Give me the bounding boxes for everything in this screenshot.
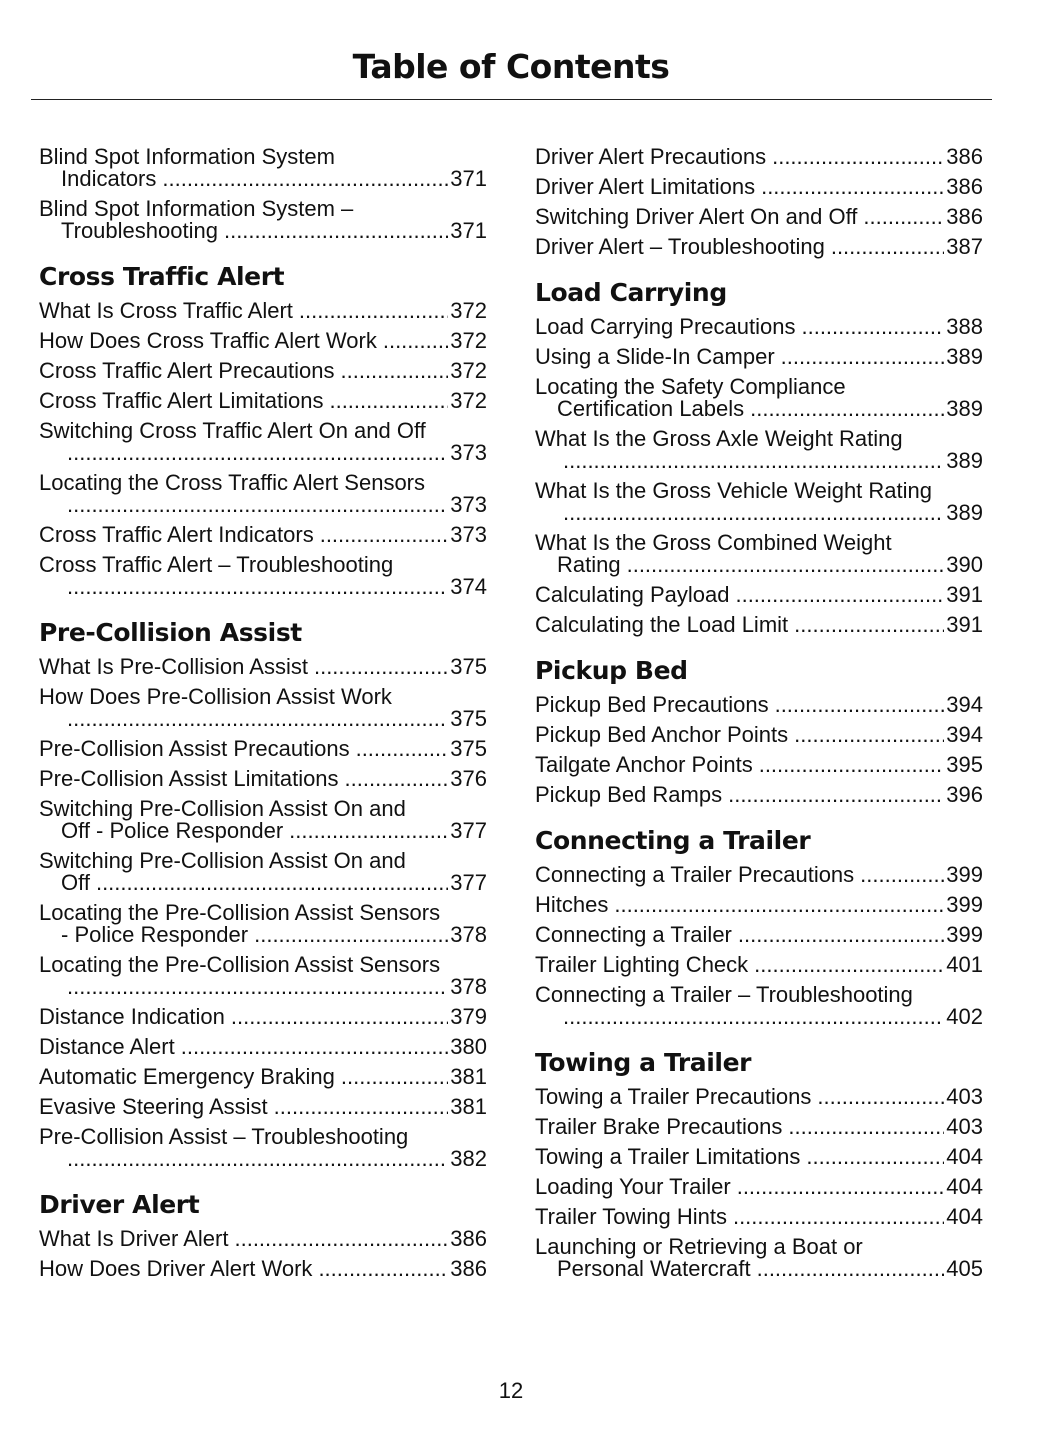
entry-title-continuation: - Police Responder	[61, 922, 249, 947]
dot-leader	[67, 1148, 448, 1170]
entry-page-number: 386	[946, 144, 983, 169]
entry-page-number: 375	[450, 706, 487, 731]
entry-title-continuation: Rating	[557, 552, 621, 577]
entry-title: Cross Traffic Alert Indicators	[39, 522, 314, 547]
toc-entry[interactable]	[39, 554, 487, 598]
entry-page-number: 403	[946, 1114, 983, 1139]
entry-title-continuation: Off	[61, 870, 90, 895]
entry-title: Automatic Emergency Braking	[39, 1064, 335, 1089]
toc-entry[interactable]	[535, 206, 983, 228]
section-heading: Towing a Trailer	[535, 1048, 752, 1077]
entry-page-number: 402	[946, 1004, 983, 1029]
entry-page-number: 371	[450, 166, 487, 191]
dot-leader	[320, 524, 449, 546]
entry-page-number: 390	[946, 552, 983, 577]
entry-page-number: 372	[450, 358, 487, 383]
entry-page-number: 386	[946, 174, 983, 199]
dot-leader	[254, 924, 448, 946]
entry-title: Towing a Trailer Limitations	[535, 1144, 801, 1169]
page-title: Table of Contents	[352, 47, 670, 86]
entry-title: Trailer Lighting Check	[535, 952, 749, 977]
toc-section	[535, 276, 983, 636]
toc-section	[535, 1046, 983, 1280]
entry-title: Connecting a Trailer Precautions	[535, 862, 855, 887]
entry-page-number: 389	[946, 344, 983, 369]
toc-entry[interactable]	[39, 798, 487, 842]
dot-leader	[67, 494, 448, 516]
toc-section	[39, 146, 487, 242]
entry-title: What Is the Gross Combined Weight	[535, 530, 892, 555]
dot-leader	[299, 300, 448, 322]
entry-title: What Is Cross Traffic Alert	[39, 298, 293, 323]
toc-entry[interactable]	[39, 472, 487, 516]
toc-entry[interactable]	[39, 768, 487, 790]
entry-page-number: 386	[946, 204, 983, 229]
dot-leader	[860, 864, 944, 886]
toc-entry[interactable]	[39, 390, 487, 412]
entry-title: Cross Traffic Alert Precautions	[39, 358, 335, 383]
dot-leader	[738, 924, 944, 946]
entry-page-number: 404	[946, 1174, 983, 1199]
entry-title: Cross Traffic Alert Limitations	[39, 388, 324, 413]
entry-page-number: 372	[450, 328, 487, 353]
toc-entry[interactable]	[39, 1036, 487, 1058]
toc-entry[interactable]	[39, 420, 487, 464]
entry-page-number: 399	[946, 922, 983, 947]
entry-title: Blind Spot Information System –	[39, 196, 354, 221]
dot-leader	[563, 450, 944, 472]
toc-entry[interactable]	[535, 984, 983, 1028]
toc-entry[interactable]	[39, 198, 487, 242]
entry-page-number: 396	[946, 782, 983, 807]
entry-page-number: 386	[450, 1256, 487, 1281]
entry-title: Switching Cross Traffic Alert On and Off	[39, 418, 426, 443]
entry-page-number: 388	[946, 314, 983, 339]
dot-leader	[383, 330, 448, 352]
dot-leader	[737, 1176, 945, 1198]
entry-title-continuation: Certification Labels	[557, 396, 745, 421]
toc-entry[interactable]	[535, 1086, 983, 1108]
entry-title: Driver Alert Precautions	[535, 144, 767, 169]
entry-page-number: 377	[450, 818, 487, 843]
entry-title: How Does Driver Alert Work	[39, 1256, 313, 1281]
entry-page-number: 404	[946, 1204, 983, 1229]
entry-title-continuation: Troubleshooting	[61, 218, 218, 243]
dot-leader	[341, 360, 449, 382]
entry-title: Hitches	[535, 892, 609, 917]
dot-leader	[788, 1116, 944, 1138]
entry-title: Cross Traffic Alert – Troubleshooting	[39, 552, 394, 577]
toc-entry[interactable]	[535, 924, 983, 946]
dot-leader	[761, 176, 944, 198]
entry-page-number: 391	[946, 612, 983, 637]
dot-leader	[231, 1006, 448, 1028]
dot-leader	[341, 1066, 448, 1088]
section-heading: Cross Traffic Alert	[39, 262, 285, 291]
toc-entry[interactable]	[535, 532, 983, 576]
dot-leader	[96, 872, 448, 894]
entry-title: Blind Spot Information System	[39, 144, 335, 169]
entry-title: Pre-Collision Assist – Troubleshooting	[39, 1124, 409, 1149]
entry-page-number: 394	[946, 692, 983, 717]
entry-title: How Does Pre-Collision Assist Work	[39, 684, 392, 709]
toc-column-right	[535, 146, 983, 1298]
entry-page-number: 378	[450, 974, 487, 999]
toc-entry[interactable]	[39, 850, 487, 894]
toc-entry[interactable]	[39, 1228, 487, 1250]
dot-leader	[735, 584, 944, 606]
dot-leader	[314, 656, 448, 678]
dot-leader	[627, 554, 945, 576]
page-number: 12	[498, 1378, 524, 1403]
entry-title: Tailgate Anchor Points	[535, 752, 753, 777]
toc-section	[535, 146, 983, 258]
entry-page-number: 399	[946, 862, 983, 887]
toc-entry[interactable]	[535, 428, 983, 472]
toc-entry[interactable]	[39, 146, 487, 190]
toc-entry[interactable]	[535, 864, 983, 886]
toc-entry[interactable]	[535, 146, 983, 168]
section-heading: Load Carrying	[535, 278, 727, 307]
entry-page-number: 389	[946, 500, 983, 525]
toc-entry[interactable]	[39, 330, 487, 352]
dot-leader	[781, 346, 945, 368]
entry-title: Driver Alert Limitations	[535, 174, 756, 199]
section-heading: Connecting a Trailer	[535, 826, 811, 855]
dot-leader	[329, 390, 448, 412]
toc-entry[interactable]	[535, 376, 983, 420]
entry-title: Trailer Brake Precautions	[535, 1114, 783, 1139]
section-heading: Driver Alert	[39, 1190, 200, 1219]
entry-title: Distance Alert	[39, 1034, 175, 1059]
entry-title: Switching Pre-Collision Assist On and	[39, 848, 406, 873]
entry-page-number: 371	[450, 218, 487, 243]
entry-title: Switching Pre-Collision Assist On and	[39, 796, 406, 821]
entry-page-number: 405	[946, 1256, 983, 1281]
entry-title: Switching Driver Alert On and Off	[535, 204, 858, 229]
toc-section	[39, 1188, 487, 1280]
toc-entry[interactable]	[535, 1206, 983, 1228]
entry-title: Locating the Cross Traffic Alert Sensors	[39, 470, 425, 495]
dot-leader	[794, 724, 944, 746]
dot-leader	[614, 894, 944, 916]
toc-section	[535, 654, 983, 806]
entry-title-continuation: Off - Police Responder	[61, 818, 284, 843]
entry-page-number: 376	[450, 766, 487, 791]
entry-title: What Is Pre-Collision Assist	[39, 654, 308, 679]
dot-leader	[318, 1258, 448, 1280]
toc-entry[interactable]	[535, 480, 983, 524]
dot-leader	[794, 614, 944, 636]
entry-page-number: 394	[946, 722, 983, 747]
entry-page-number: 375	[450, 654, 487, 679]
entry-page-number: 404	[946, 1144, 983, 1169]
toc-column-left	[39, 146, 487, 1298]
toc-entry[interactable]	[535, 316, 983, 338]
entry-title: Connecting a Trailer	[535, 922, 732, 947]
entry-title: Pickup Bed Ramps	[535, 782, 723, 807]
entry-page-number: 377	[450, 870, 487, 895]
entry-page-number: 373	[450, 522, 487, 547]
dot-leader	[817, 1086, 944, 1108]
toc-entry[interactable]	[535, 346, 983, 368]
entry-title: How Does Cross Traffic Alert Work	[39, 328, 377, 353]
toc-entry[interactable]	[535, 954, 983, 976]
toc-entry[interactable]	[535, 1146, 983, 1168]
toc-entry[interactable]	[535, 694, 983, 716]
toc-entry[interactable]	[39, 738, 487, 760]
section-heading: Pre-Collision Assist	[39, 618, 302, 647]
dot-leader	[863, 206, 944, 228]
toc-entry[interactable]	[39, 686, 487, 730]
entry-page-number: 387	[946, 234, 983, 259]
toc-entry[interactable]	[39, 1126, 487, 1170]
entry-page-number: 401	[946, 952, 983, 977]
entry-page-number: 386	[450, 1226, 487, 1251]
entry-title: What Is Driver Alert	[39, 1226, 229, 1251]
dot-leader	[759, 754, 945, 776]
entry-title: Locating the Pre-Collision Assist Sensors	[39, 952, 441, 977]
entry-title: Distance Indication	[39, 1004, 225, 1029]
toc-entry[interactable]	[39, 954, 487, 998]
toc-entry[interactable]	[535, 754, 983, 776]
toc-entry[interactable]	[39, 1096, 487, 1118]
toc-entry[interactable]	[535, 894, 983, 916]
entry-title: Loading Your Trailer	[535, 1174, 731, 1199]
entry-page-number: 373	[450, 492, 487, 517]
entry-page-number: 373	[450, 440, 487, 465]
entry-page-number: 378	[450, 922, 487, 947]
entry-title: Calculating Payload	[535, 582, 730, 607]
dot-leader	[772, 146, 944, 168]
entry-page-number: 381	[450, 1064, 487, 1089]
entry-page-number: 374	[450, 574, 487, 599]
entry-page-number: 372	[450, 298, 487, 323]
entry-page-number: 375	[450, 736, 487, 761]
toc-entry[interactable]	[39, 1258, 487, 1280]
entry-page-number: 389	[946, 448, 983, 473]
entry-page-number: 379	[450, 1004, 487, 1029]
entry-title: Locating the Pre-Collision Assist Sensors	[39, 900, 441, 925]
toc-entry[interactable]	[535, 724, 983, 746]
title-divider	[31, 99, 992, 100]
dot-leader	[733, 1206, 944, 1228]
dot-leader	[234, 1228, 448, 1250]
dot-leader	[67, 708, 448, 730]
entry-page-number: 399	[946, 892, 983, 917]
toc-entry[interactable]	[39, 360, 487, 382]
dot-leader	[801, 316, 944, 338]
entry-title-continuation: Indicators	[61, 166, 157, 191]
dot-leader	[345, 768, 449, 790]
entry-page-number: 380	[450, 1034, 487, 1059]
entry-title: What Is the Gross Vehicle Weight Rating	[535, 478, 932, 503]
dot-leader	[775, 694, 945, 716]
entry-title: Pre-Collision Assist Precautions	[39, 736, 350, 761]
toc-entry[interactable]	[39, 300, 487, 322]
entry-page-number: 372	[450, 388, 487, 413]
dot-leader	[224, 220, 448, 242]
dot-leader	[162, 168, 448, 190]
dot-leader	[181, 1036, 449, 1058]
entry-title: Calculating the Load Limit	[535, 612, 789, 637]
entry-page-number: 391	[946, 582, 983, 607]
toc-entry[interactable]	[535, 1176, 983, 1198]
entry-title: Pickup Bed Precautions	[535, 692, 769, 717]
entry-title: Towing a Trailer Precautions	[535, 1084, 812, 1109]
toc-section	[39, 260, 487, 598]
entry-title: Pre-Collision Assist Limitations	[39, 766, 339, 791]
dot-leader	[67, 976, 448, 998]
entry-page-number: 403	[946, 1084, 983, 1109]
entry-title: Connecting a Trailer – Troubleshooting	[535, 982, 913, 1007]
entry-title: What Is the Gross Axle Weight Rating	[535, 426, 903, 451]
toc-entry[interactable]	[39, 656, 487, 678]
dot-leader	[67, 576, 448, 598]
toc-entry[interactable]	[39, 524, 487, 546]
toc-section	[535, 824, 983, 1028]
entry-title: Pickup Bed Anchor Points	[535, 722, 789, 747]
dot-leader	[67, 442, 448, 464]
toc-entry[interactable]	[535, 584, 983, 606]
entry-title: Driver Alert – Troubleshooting	[535, 234, 825, 259]
section-heading: Pickup Bed	[535, 656, 688, 685]
dot-leader	[754, 954, 944, 976]
entry-page-number: 395	[946, 752, 983, 777]
toc-entry[interactable]	[39, 1006, 487, 1028]
toc-entry[interactable]	[535, 784, 983, 806]
entry-title: Evasive Steering Assist	[39, 1094, 268, 1119]
entry-page-number: 389	[946, 396, 983, 421]
toc-section	[39, 616, 487, 1170]
dot-leader	[356, 738, 449, 760]
entry-title: Load Carrying Precautions	[535, 314, 796, 339]
dot-leader	[728, 784, 944, 806]
entry-title: Locating the Safety Compliance	[535, 374, 846, 399]
dot-leader	[563, 502, 944, 524]
toc-entry[interactable]	[535, 1236, 983, 1280]
dot-leader	[750, 398, 944, 420]
dot-leader	[806, 1146, 944, 1168]
dot-leader	[289, 820, 448, 842]
entry-title: Trailer Towing Hints	[535, 1204, 727, 1229]
entry-page-number: 381	[450, 1094, 487, 1119]
dot-leader	[757, 1258, 945, 1280]
toc-entry[interactable]	[535, 614, 983, 636]
dot-leader	[563, 1006, 944, 1028]
entry-title: Using a Slide-In Camper	[535, 344, 775, 369]
toc-entry[interactable]	[39, 902, 487, 946]
toc-entry[interactable]	[535, 236, 983, 258]
entry-title: Launching or Retrieving a Boat or	[535, 1234, 863, 1259]
entry-page-number: 382	[450, 1146, 487, 1171]
dot-leader	[274, 1096, 449, 1118]
entry-title-continuation: Personal Watercraft	[557, 1256, 751, 1281]
toc-entry[interactable]	[39, 1066, 487, 1088]
dot-leader	[831, 236, 944, 258]
toc-entry[interactable]	[535, 176, 983, 198]
toc-entry[interactable]	[535, 1116, 983, 1138]
